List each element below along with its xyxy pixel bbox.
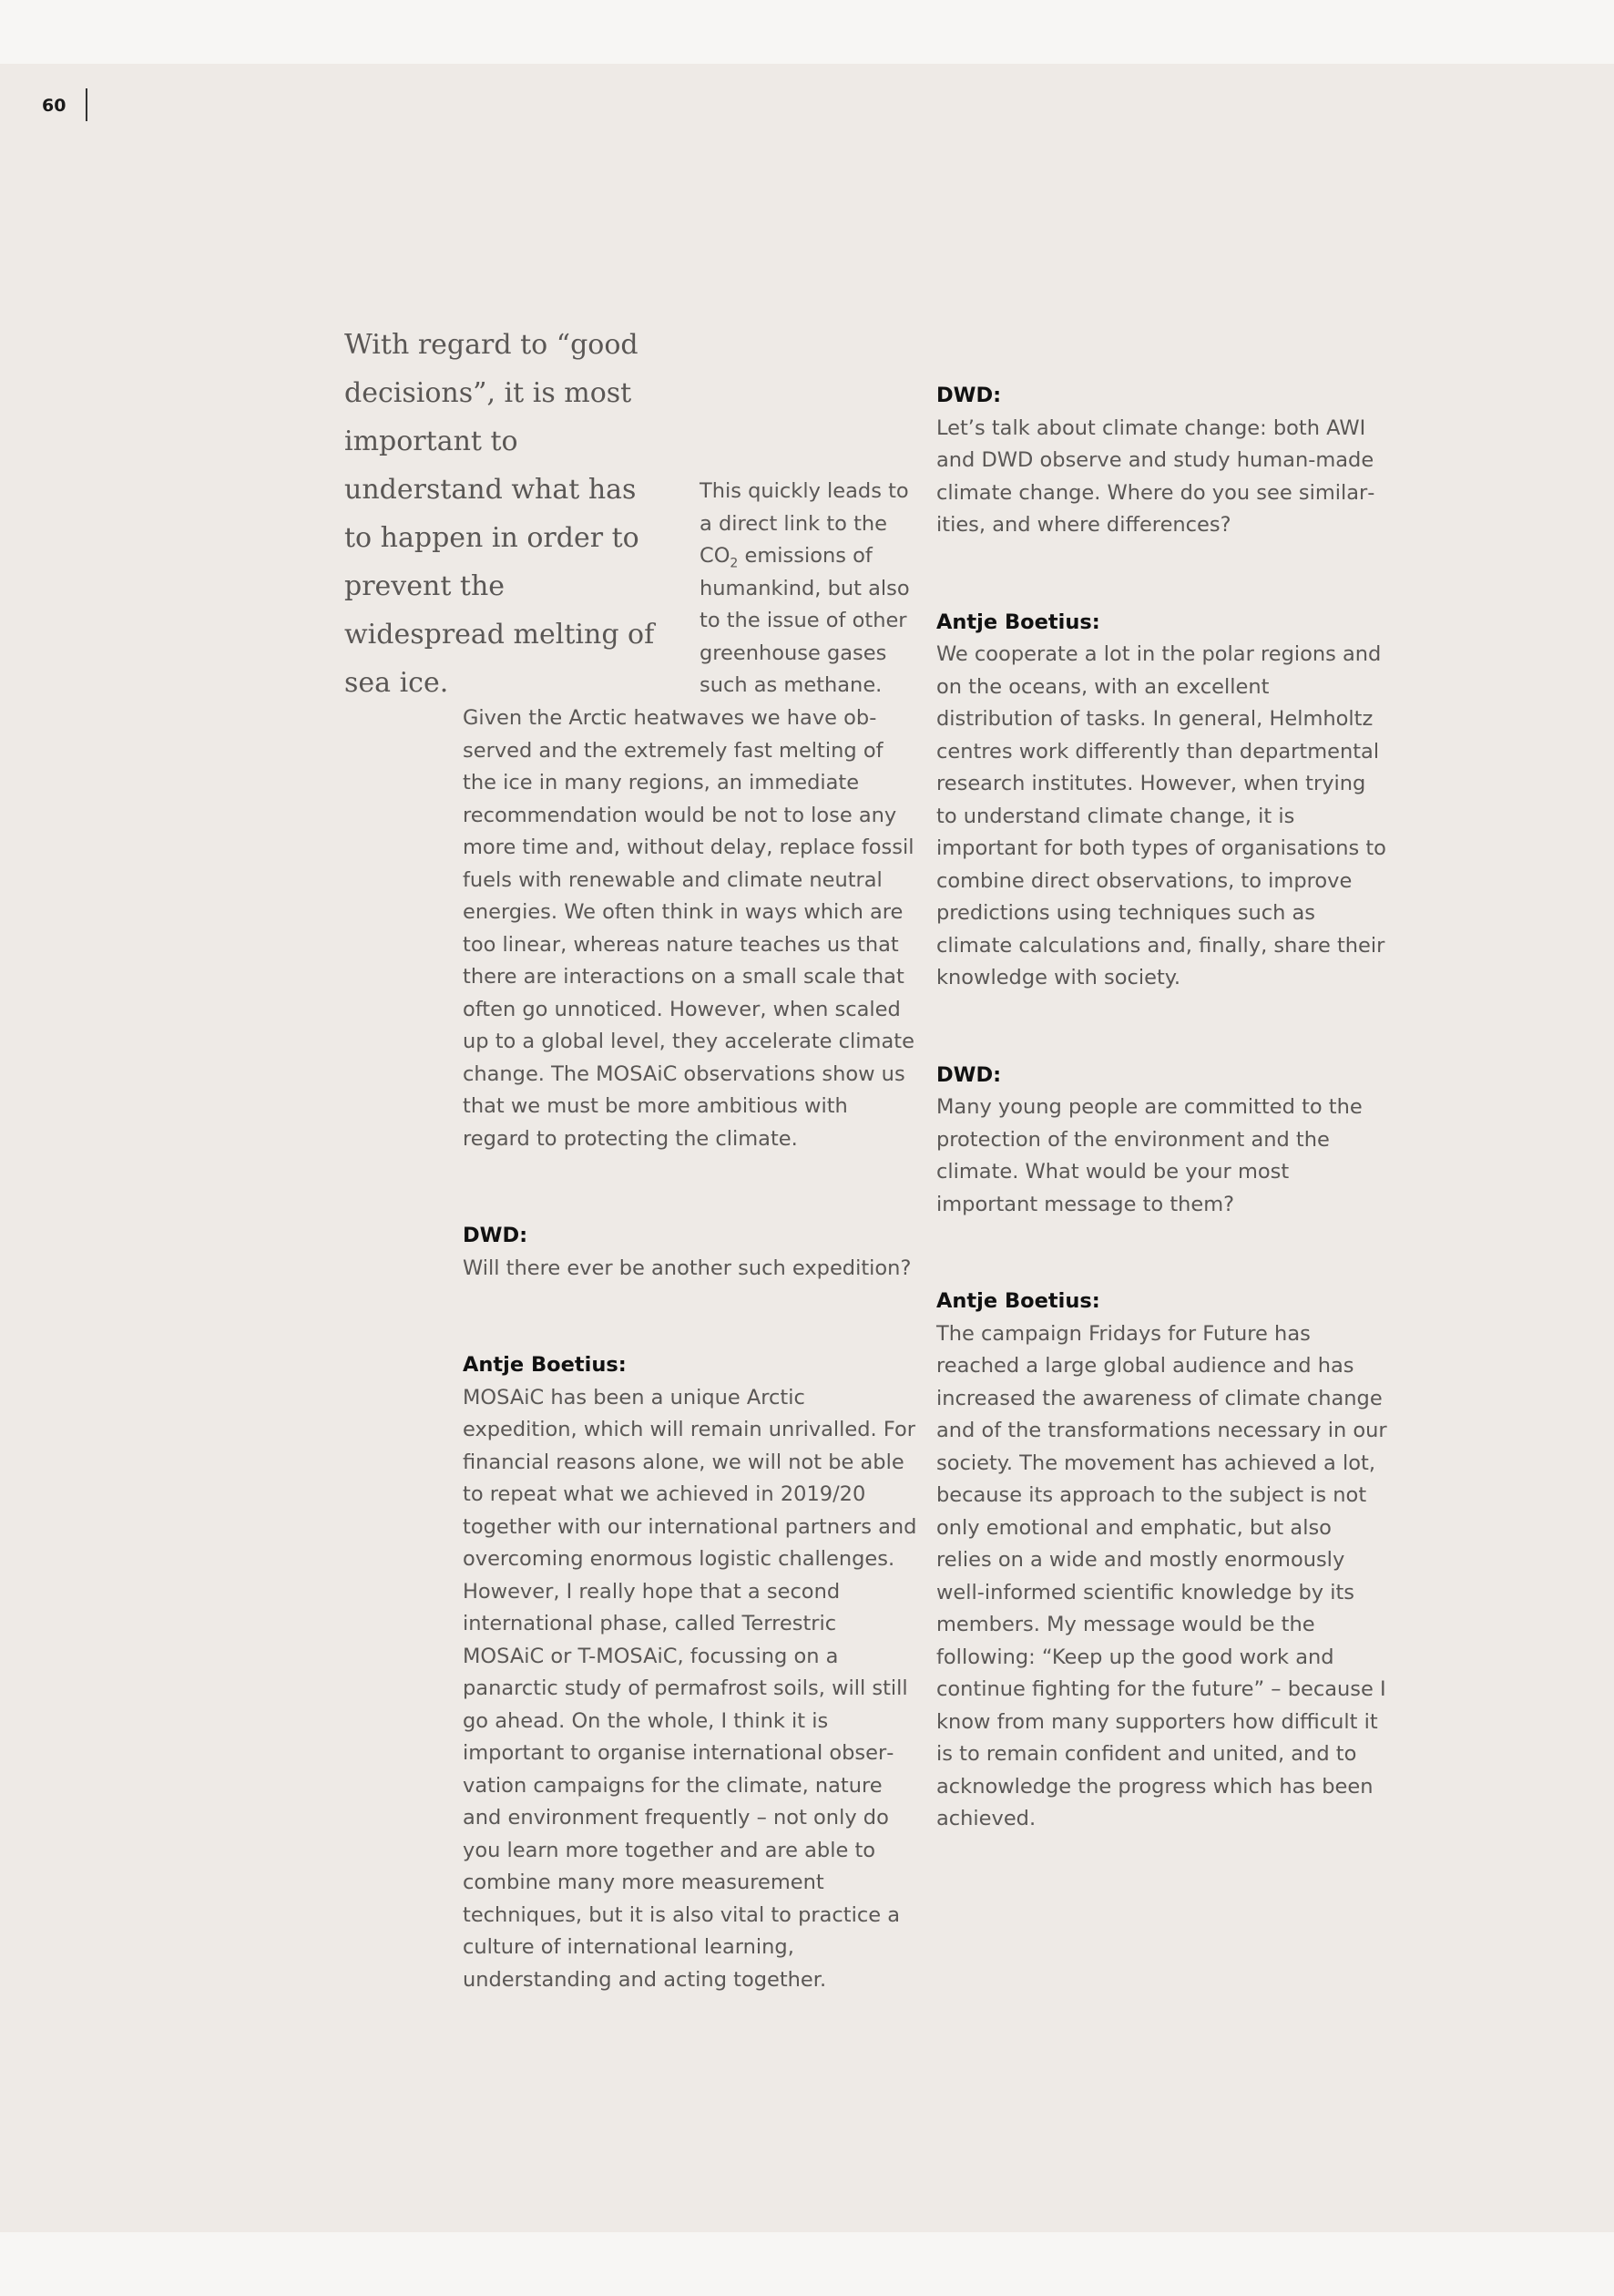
speaker-label: Antje Boetius: <box>463 1353 627 1377</box>
side-note <box>700 476 914 702</box>
question-text: Many young people are committed to the protection of the environment and the climate. What would be your most important message to them? <box>936 1095 1363 1216</box>
question-text: Let’s talk about climate change: both AWI and DWD observe and study human-made climate change. Where do you see similarities, and where differences? <box>936 415 1375 537</box>
right-column <box>936 380 1392 1836</box>
spacer <box>463 1285 918 1349</box>
side-note-text-continued: emissions of humankind, but also to the issue of other greenhouse gases such as methane. <box>700 544 910 697</box>
spacer <box>936 1221 1392 1286</box>
left-column <box>463 702 918 1996</box>
pull-quote: With regard to “good decisions”, it is most important to understand what has to happen in order to prevent the widespread melting of sea ice. <box>344 329 655 699</box>
speaker-label: DWD: <box>463 1224 528 1247</box>
speaker-label: DWD: <box>936 1062 1002 1087</box>
speaker-label: Antje Boetius: <box>936 610 1100 634</box>
page-number-divider <box>86 88 87 121</box>
side-note-text: This quickly leads to a direct link to the CO <box>700 479 909 568</box>
answer-paragraph: MOSAiC has been a unique Arctic expedition, which will remain unrivalled. For financial reasons alone, we will not be able to repeat what we achieved in 2019/20 together with our international partners and overcoming enormous logistic challenges. However, I really hope that a second international phase, called Terrestric MOSAiC or T-MOSAiC, focussing on a panarctic study of permafrost soils, will still go ahead. On the whole, I think it is important to organise international observation campaigns for the climate, nature and environment frequently – not only do you learn more together and are able to combine many more measurement techniques, but it is also vital to practice a culture of international learning, understanding and acting together. <box>463 1385 917 1992</box>
spacer <box>463 1155 918 1220</box>
spacer <box>936 542 1392 607</box>
spacer <box>936 995 1392 1060</box>
side-note-subscript: 2 <box>730 556 739 571</box>
page-number: 60 <box>42 96 66 116</box>
question-text: Will there ever be another such expedition? <box>463 1256 912 1280</box>
answer-paragraph: The campaign Fridays for Future has reached a large global audience and has increased the awareness of climate change and of the transformations necessary in our society. The movement has achieved a lot, because its approach to the subject is not only emotional and emphatic, but also relies on a wide and mostly enormously well-informed scientific knowledge by its members. My message would be the following: “Keep up the good work and continue fighting for the future” – because I know from many supporters how difficult it is to remain confident and united, and to acknowledge the progress which has been achieved. <box>936 1321 1387 1830</box>
answer-paragraph: Given the Arctic heatwaves we have observed and the extremely fast melting of the ice in many regions, an immediate recommendation would be not to lose any more time and, without delay, replace fossil fuels with renewable and climate neutral energies. We often think in ways which are too linear, whereas nature teaches us that there are interactions on a small scale that often go unnoticed. However, when scaled up to a global level, they accelerate climate change. The MOSAiC observations show us that we must be more ambitious with regard to protecting the climate. <box>463 706 914 1151</box>
answer-paragraph: We cooperate a lot in the polar regions and on the oceans, with an excellent distribution of tasks. In general, Helmholtz centres work differently than departmental research institutes. However, when trying to understand climate change, it is important for both types of organisations to combine direct observations, to improve predictions using techniques such as climate calculations and, finally, share their knowledge with society. <box>936 642 1386 989</box>
speaker-label: Antje Boetius: <box>936 1289 1100 1313</box>
speaker-label: DWD: <box>936 384 1002 407</box>
